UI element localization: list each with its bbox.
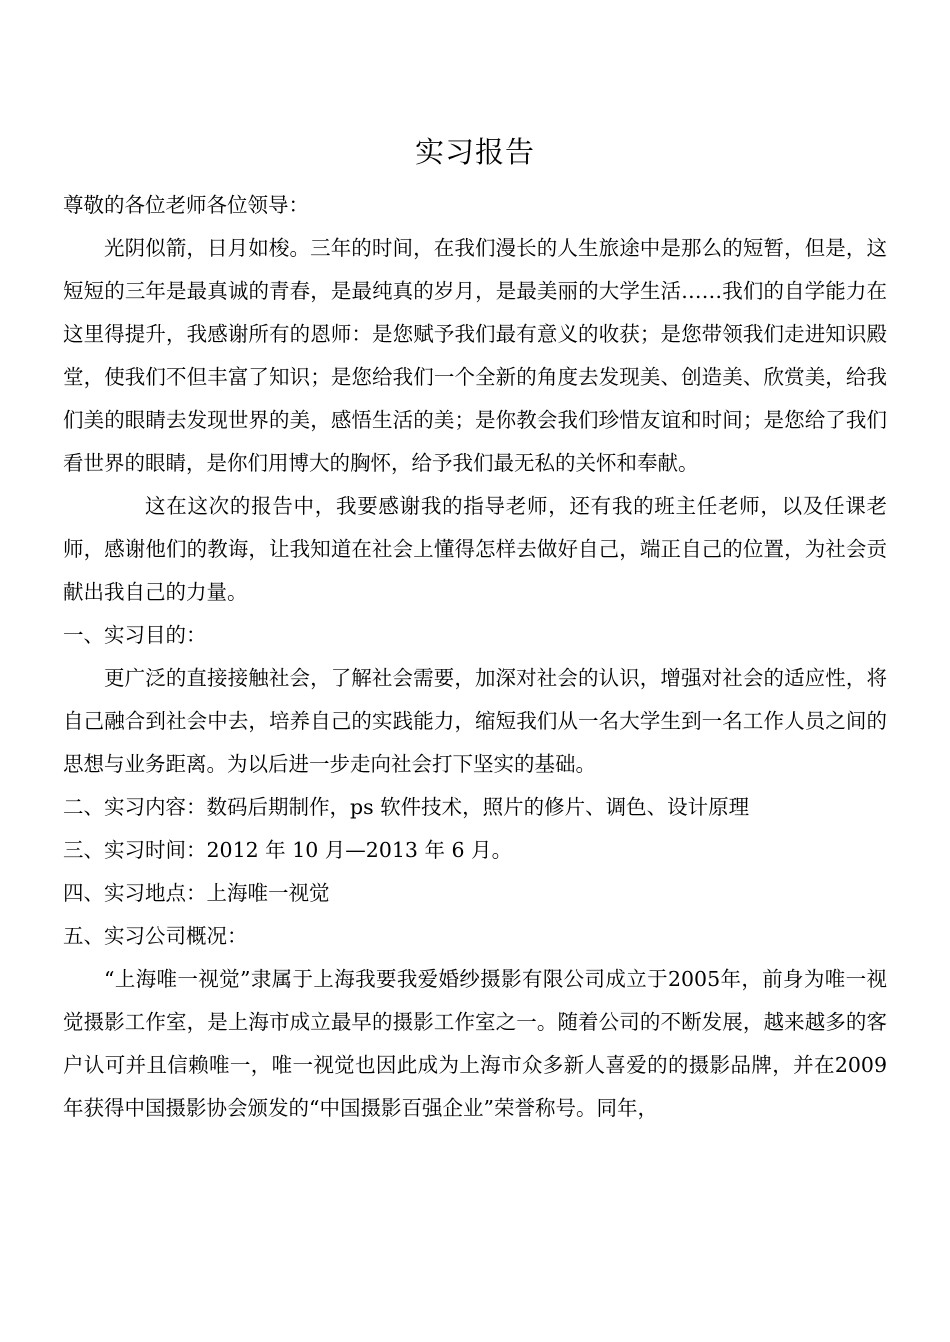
paragraph-thanks: 这在这次的报告中，我要感谢我的指导老师，还有我的班主任老师，以及任课老师，感谢他们的教诲，让我知道在社会上懂得怎样去做好自己，端正自己的位置，为社会贡献出我自己的力量。 bbox=[63, 494, 887, 604]
paragraph-gratitude: 光阴似箭，日月如梭。三年的时间，在我们漫长的人生旅途中是那么的短暂，但是，这短短的三年是最真诚的青春，是最纯真的岁月，是最美丽的大学生活……我们的自学能力在这里得提升，我感谢所有的恩师：是您赋予我们最有意义的收获；是您带领我们走进知识殿堂，使我们不但丰富了知识；是您给我们一个全新的角度去发现美、创造美、欣赏美，给我们美的眼睛去发现世界的美，感悟生活的美；是你教会我们珍惜友谊和时间；是您给了我们看世界的眼睛，是你们用博大的胸怀，给予我们最无私的关怀和奉献。 bbox=[63, 236, 887, 475]
page-title: 实习报告 bbox=[414, 135, 535, 169]
section-content: 二、实习内容：数码后期制作，ps 软件技术，照片的修片、调色、设计原理 bbox=[63, 795, 750, 819]
section-heading-purpose: 一、实习目的： bbox=[63, 623, 207, 647]
section-time: 三、实习时间：2012 年 10 月—2013 年 6 月。 bbox=[63, 838, 513, 862]
paragraph-purpose: 更广泛的直接接触社会，了解社会需要，加深对社会的认识，增强对社会的适应性，将自己融合到社会中去，培养自己的实践能力，缩短我们从一名大学生到一名工作人员之间的思想与业务距离。为以后进一步走向社会打下坚实的基础。 bbox=[63, 666, 887, 776]
section-heading-company: 五、实习公司概况： bbox=[63, 924, 248, 948]
section-location: 四、实习地点：上海唯一视觉 bbox=[63, 881, 330, 905]
paragraph-company-overview: “上海唯一视觉”隶属于上海我要我爱婚纱摄影有限公司成立于2005年，前身为唯一视觉摄影工作室，是上海市成立最早的摄影工作室之一。随着公司的不断发展，越来越多的客户认可并且信赖唯一，唯一视觉也因此成为上海市众多新人喜爱的的摄影品牌，并在2009年获得中国摄影协会颁发的“中国摄影百强企业”荣誉称号。同年， bbox=[63, 967, 887, 1120]
document-body bbox=[63, 128, 887, 1130]
salutation: 尊敬的各位老师各位领导： bbox=[63, 193, 309, 217]
